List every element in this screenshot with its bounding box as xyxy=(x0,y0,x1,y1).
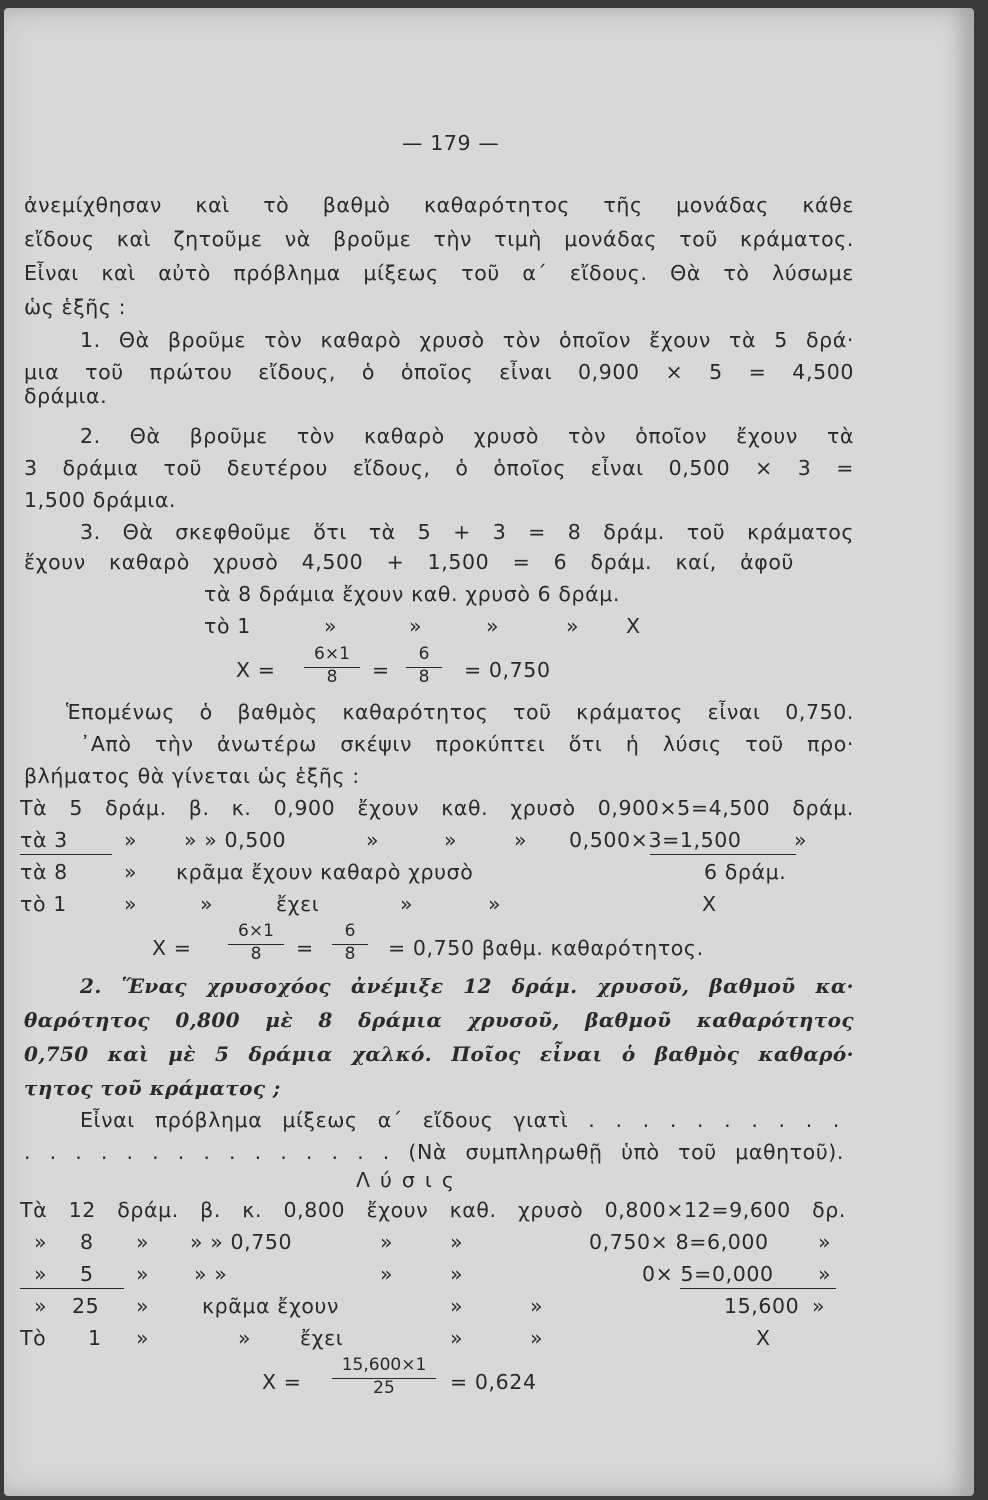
ditto-mark: » xyxy=(380,1262,394,1286)
sum-rule xyxy=(20,854,112,855)
eq1-lhs: X = xyxy=(236,658,276,682)
table2-row3-qty: 5 xyxy=(80,1262,94,1286)
ditto-mark: » xyxy=(124,892,138,916)
table1-row1: Τὰ 5 δράμ. β. κ. 0,900 ἔχουν καθ. χρυσὸ 0,900×5=4,500 δράμ. xyxy=(20,796,854,820)
proportion1-row2-label: τὸ 1 xyxy=(204,614,251,638)
general-line-1: ᾿Απὸ τὴν ἀνωτέρω σκέψιν προκύπτει ὅτι ἡ λύσις τοῦ προ· xyxy=(80,732,854,756)
solution-heading: Λύσις xyxy=(356,1168,464,1192)
ditto-mark: » xyxy=(34,1294,48,1318)
problem2-line-2: θαρότητος 0,800 μὲ 8 δράμια χρυσοῦ, βαθμοῦ καθαρότητος xyxy=(24,1008,854,1032)
eq2-num1: 6×1 xyxy=(238,921,274,941)
page-number: — 179 — xyxy=(402,131,500,155)
table2-row5-article: Τὸ xyxy=(20,1326,47,1350)
ditto-mark: » xyxy=(818,1262,832,1286)
eq1-num1: 6×1 xyxy=(314,644,350,664)
ditto-mark: » xyxy=(34,1230,48,1254)
fill-in-line-1: Εἶναι πρόβλημα μίξεως α΄ εἴδους γιατὶ . . . . . . . . . . xyxy=(80,1108,840,1132)
step2-line-3: 1,500 δράμια. xyxy=(24,488,177,512)
ditto-mark: » xyxy=(450,1294,464,1318)
step1-line-2: μια τοῦ πρώτου εἴδους, ὁ ὁποῖος εἶναι 0,900 × 5 = 4,500 xyxy=(24,360,854,384)
table1-row4-verb: ἔχει xyxy=(276,892,320,916)
ditto-mark: » xyxy=(324,614,338,638)
ditto-mark: » xyxy=(409,614,423,638)
ditto-mark: » xyxy=(566,614,580,638)
ditto-mark: » xyxy=(200,892,214,916)
table2-row2-qty: 8 xyxy=(80,1230,94,1254)
step1-line-1: 1. Θὰ βροῦμε τὸν καθαρὸ χρυσὸ τὸν ὁποῖον ἔχουν τὰ 5 δρά· xyxy=(80,328,854,352)
ditto-mark: » xyxy=(34,1262,48,1286)
table2-row4-qty: 25 xyxy=(72,1294,100,1318)
ditto-mark: » xyxy=(450,1262,464,1286)
table2-row4-text: κρᾶμα ἔχουν xyxy=(202,1294,340,1318)
eq2-lhs: X = xyxy=(152,936,192,960)
intro-line-3: Εἶναι καὶ αὐτὸ πρόβλημα μίξεως τοῦ α΄ εἴδους. Θὰ τὸ λύσωμε xyxy=(24,261,854,285)
ditto-mark: » xyxy=(514,828,528,852)
ditto-mark: » xyxy=(136,1262,150,1286)
ditto-mark: » xyxy=(794,828,808,852)
ditto-mark: » xyxy=(530,1326,544,1350)
table1-row3-text: κρᾶμα ἔχουν καθαρὸ χρυσὸ xyxy=(176,860,474,884)
eq1-equals: = xyxy=(372,658,390,682)
step2-line-1: 2. Θὰ βροῦμε τὸν καθαρὸ χρυσὸ τὸν ὁποῖον ἔχουν τὰ xyxy=(80,424,854,448)
table1-row2-label: τὰ 3 xyxy=(20,828,68,852)
ditto-mark: » xyxy=(124,860,138,884)
ditto-mark: » xyxy=(400,892,414,916)
eq3-lhs: X = xyxy=(262,1370,302,1394)
eq2-result: = 0,750 βαθμ. καθαρότητος. xyxy=(388,936,704,960)
table1-row3-label: τὰ 8 xyxy=(20,860,68,884)
unknown-x: X xyxy=(702,892,717,916)
proportion1-row1: τὰ 8 δράμια ἔχουν καθ. χρυσὸ 6 δράμ. xyxy=(204,582,621,606)
table1-row4-label: τὸ 1 xyxy=(20,892,67,916)
eq2-num2: 6 xyxy=(344,921,356,941)
table1-row2-calc: 0,500×3=1,500 xyxy=(569,828,742,852)
sum-rule xyxy=(20,1288,124,1289)
ditto-mark: » xyxy=(530,1294,544,1318)
ditto-mark: » xyxy=(136,1230,150,1254)
eq1-num2: 6 xyxy=(418,644,430,664)
general-line-2: βλήματος θὰ γίνεται ὡς ἑξῆς : xyxy=(24,764,360,788)
ditto-mark: » xyxy=(450,1326,464,1350)
eq1-result: = 0,750 xyxy=(464,658,551,682)
table2-row5-verb: ἔχει xyxy=(300,1326,344,1350)
intro-line-4: ὡς ἑξῆς : xyxy=(24,295,127,319)
table2-row3-calc: 0× 5=0,000 xyxy=(642,1262,774,1286)
eq2-den1: 8 xyxy=(228,944,284,963)
step2-line-2: 3 δράμια τοῦ δευτέρου εἴδους, ὁ ὁποῖος εἶναι 0,500 × 3 = xyxy=(24,456,854,480)
eq1-den1: 8 xyxy=(304,667,360,686)
ditto-mark: » xyxy=(238,1326,252,1350)
problem2-line-4: τητος τοῦ κράματος ; xyxy=(24,1076,281,1100)
step3-line-2: ἔχουν καθαρὸ χρυσὸ 4,500 + 1,500 = 6 δράμ. καί, ἀφοῦ xyxy=(24,550,794,574)
table2-row2-calc: 0,750× 8=6,000 xyxy=(589,1230,769,1254)
ditto-mark: » xyxy=(818,1230,832,1254)
eq3-result: = 0,624 xyxy=(450,1370,537,1394)
book-page xyxy=(4,8,974,1496)
ditto-mark: » xyxy=(488,892,502,916)
step1-line-3: δράμια. xyxy=(24,384,108,408)
table2-row4-total: 15,600 xyxy=(724,1294,800,1318)
eq2-den2: 8 xyxy=(332,944,368,963)
problem2-line-3: 0,750 καὶ μὲ 5 δράμια χαλκό. Ποῖος εἶναι ὁ βαθμὸς καθαρό· xyxy=(24,1042,854,1066)
ditto-mark: » xyxy=(136,1326,150,1350)
ditto-mark: » xyxy=(486,614,500,638)
table2-row5-qty: 1 xyxy=(88,1326,102,1350)
eq1-den2: 8 xyxy=(406,667,442,686)
intro-line-2: εἴδους καὶ ζητοῦμε νὰ βροῦμε τὴν τιμὴ μονάδας τοῦ κράματος. xyxy=(24,227,854,251)
ditto-mark: » xyxy=(812,1294,826,1318)
unknown-x: X xyxy=(626,614,641,638)
ditto-mark: » xyxy=(136,1294,150,1318)
table2-row2-grade: » » 0,750 xyxy=(190,1230,293,1254)
intro-line-1: ἀνεμίχθησαν καὶ τὸ βαθμὸ καθαρότητος τῆς μονάδας κάθε xyxy=(24,193,854,217)
conclusion-line: Ἑπομένως ὁ βαθμὸς καθαρότητος τοῦ κράματος εἶναι 0,750. xyxy=(66,700,854,724)
table2-row1: Τὰ 12 δράμ. β. κ. 0,800 ἔχουν καθ. χρυσὸ 0,800×12=9,600 δρ. xyxy=(20,1198,846,1222)
sum-rule xyxy=(650,854,796,855)
unknown-x: X xyxy=(756,1326,771,1350)
ditto-mark: » » xyxy=(194,1262,228,1286)
sum-rule xyxy=(680,1288,836,1289)
ditto-mark: » xyxy=(450,1230,464,1254)
ditto-mark: » xyxy=(380,1230,394,1254)
eq3-num: 15,600×1 xyxy=(341,1355,427,1375)
ditto-mark: » xyxy=(444,828,458,852)
table1-row3-total: 6 δράμ. xyxy=(704,860,787,884)
table1-row2-grade: » » 0,500 xyxy=(184,828,287,852)
eq2-equals: = xyxy=(296,936,314,960)
ditto-mark: » xyxy=(366,828,380,852)
ditto-mark: » xyxy=(124,828,138,852)
eq3-den: 25 xyxy=(332,1378,436,1397)
fill-in-line-2: . . . . . . . . . . . . . . . (Νὰ συμπληρωθῇ ὑπὸ τοῦ μαθητοῦ). xyxy=(24,1140,844,1164)
step3-line-1: 3. Θὰ σκεφθοῦμε ὅτι τὰ 5 + 3 = 8 δράμ. τοῦ κράματος xyxy=(80,520,854,544)
problem2-line-1: 2. Ἕνας χρυσοχόος ἀνέμιξε 12 δράμ. χρυσοῦ, βαθμοῦ κα· xyxy=(80,974,854,998)
